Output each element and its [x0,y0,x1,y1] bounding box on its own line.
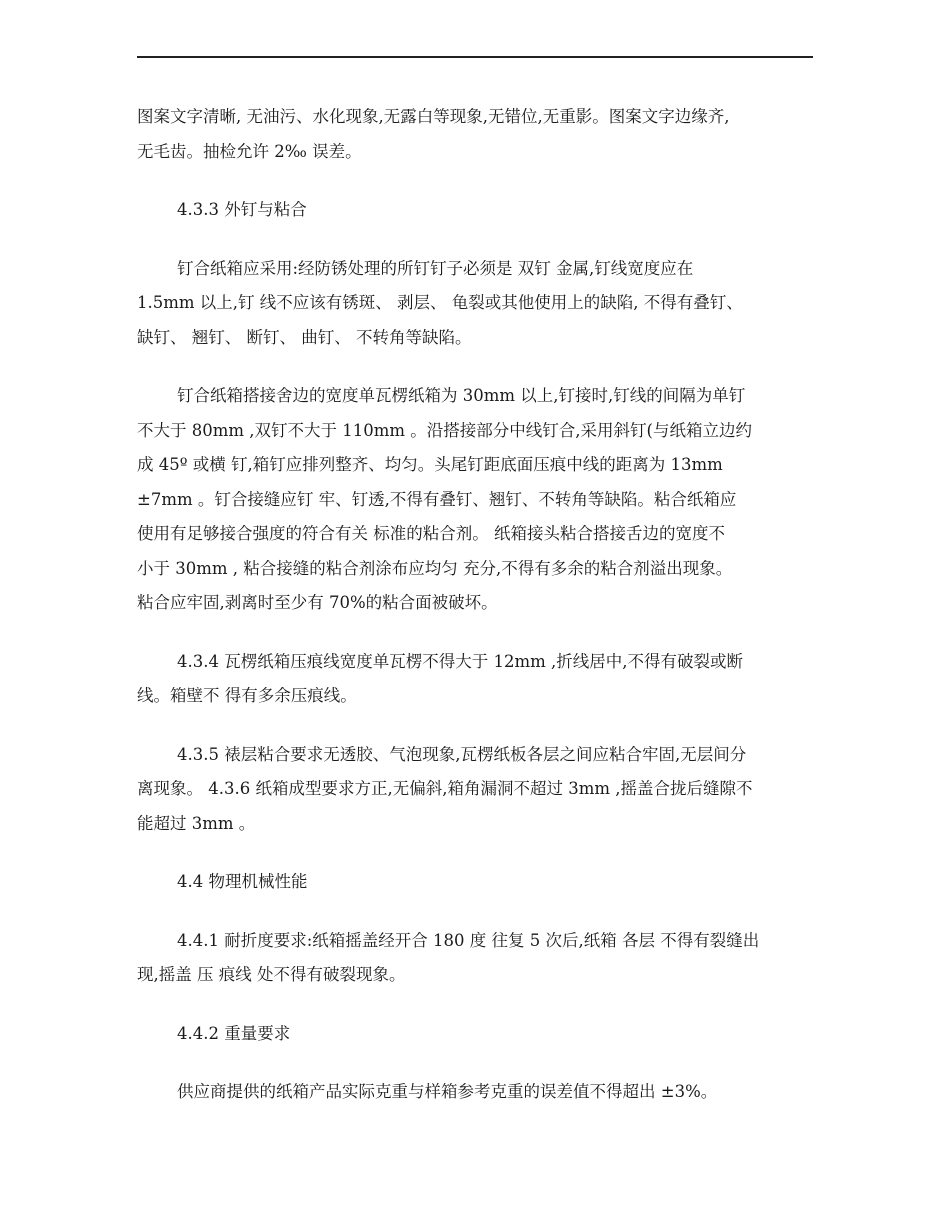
text-line: 粘合应牢固,剥离时至少有 70%的粘合面被破坏。 [137,593,498,612]
section-heading-4-4-2 [137,1017,813,1052]
paragraph-4-3-4-crease-lines [137,645,813,714]
paragraph-staple-requirements [137,252,813,356]
paragraph-weight-tolerance [137,1075,813,1110]
text-line: 成 45º 或横 钉,箱钉应排列整齐、均匀。头尾钉距底面压痕中线的距离为 13mm [137,455,723,474]
document-body [137,100,813,1134]
section-heading-4-3-3 [137,193,813,228]
paragraph-4-4-1-folding-endurance [137,924,813,993]
text-line: 4.4.1 耐折度要求:纸箱摇盖经开合 180 度 往复 5 次后,纸箱 各层 不得有裂缝出 [177,930,760,950]
text-line: 钉合纸箱应采用:经防锈处理的所钉钉子必须是 双钉 金属,钉线宽度应在 [177,258,694,278]
paragraph-overlap-and-gluing [137,379,813,621]
heading-text: 4.3.3 外钉与粘合 [177,200,307,219]
text-line: ±7mm 。钉合接缝应钉 牢、钉透,不得有叠钉、翘钉、不转角等缺陷。粘合纸箱应 [137,489,737,509]
text-line: 使用有足够接合强度的符合有关 标准的粘合剂。 纸箱接头粘合搭接舌边的宽度不 [137,524,725,543]
text-line: 图案文字清晰, 无油污、水化现象,无露白等现象,无错位,无重影。图案文字边缘齐, [137,107,730,126]
section-heading-4-4 [137,865,813,900]
text-line: 离现象。 4.3.6 纸箱成型要求方正,无偏斜,箱角漏洞不超过 3mm ,摇盖合拢后缝隙不 [137,779,753,798]
text-line: 不大于 80mm ,双钉不大于 110mm 。沿搭接部分中线钉合,采用斜钉(与纸箱立边约 [137,420,752,440]
text-line: 能超过 3mm 。 [137,813,256,833]
text-line: 线。箱壁不 得有多余压痕线。 [137,686,357,705]
paragraph-print-quality [137,100,813,169]
text-line: 1.5mm 以上,钉 线不应该有锈斑、 剥层、 龟裂或其他使用上的缺陷, 不得有叠钉、 [137,293,743,312]
header-rule [137,56,813,58]
text-line: 现,摇盖 压 痕线 处不得有破裂现象。 [137,965,406,984]
paragraph-4-3-5-lamination [137,738,813,842]
text-line: 小于 30mm , 粘合接缝的粘合剂涂布应均匀 充分,不得有多余的粘合剂溢出现象。 [137,558,733,578]
text-line: 钉合纸箱搭接舍边的宽度单瓦楞纸箱为 30mm 以上,钉接时,钉线的间隔为单钉 [177,386,746,405]
text-line: 无毛齿。抽检允许 2‰ 误差。 [137,141,362,161]
text-line: 4.3.4 瓦楞纸箱压痕线宽度单瓦楞不得大于 12mm ,折线居中,不得有破裂或断 [177,651,743,671]
text-line: 4.3.5 裱层粘合要求无透胶、气泡现象,瓦楞纸板各层之间应粘合牢固,无层间分 [177,744,747,764]
heading-text: 4.4 物理机械性能 [177,872,308,891]
text-line: 供应商提供的纸箱产品实际克重与样箱参考克重的误差值不得超出 ±3%。 [177,1082,718,1101]
text-line: 缺钉、 翘钉、 断钉、 曲钉、 不转角等缺陷。 [137,327,472,347]
heading-text: 4.4.2 重量要求 [177,1023,291,1043]
